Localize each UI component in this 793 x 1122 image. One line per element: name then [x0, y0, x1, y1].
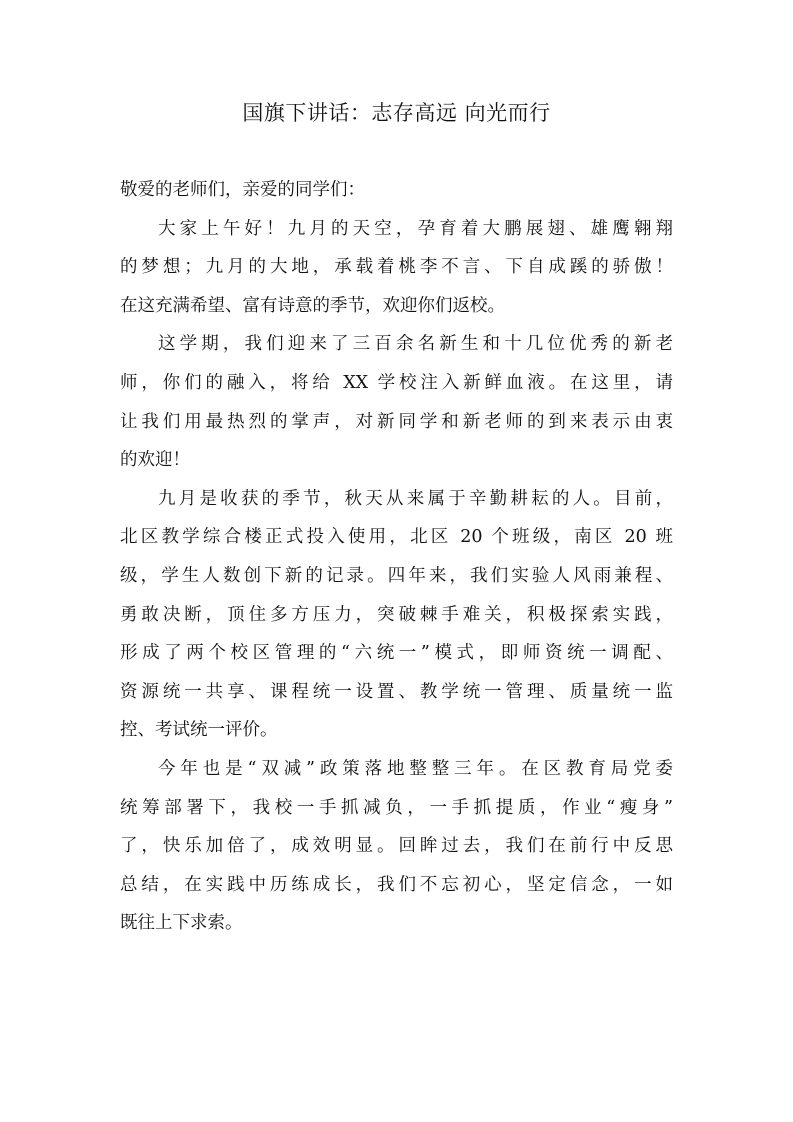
paragraph-line: 这学期，我们迎来了三百余名新生和十几位优秀的新老: [158, 334, 673, 355]
paragraph-line: 九月是收获的季节，秋天从来属于辛勤耕耘的人。目前，: [158, 488, 673, 509]
speech-body: [120, 171, 673, 943]
paragraph-line: 师，你们的融入，将给 XX 学校注入新鲜血液。在这里，请: [120, 372, 673, 393]
paragraph-line: 既往上下求索。: [120, 913, 243, 934]
salutation: 敬爱的老师们，亲爱的同学们：: [120, 180, 365, 200]
paragraph-line: 了，快乐加倍了，成效明显。回眸过去，我们在前行中反思: [120, 836, 673, 857]
paragraph-line: 控、考试统一评价。: [120, 720, 278, 741]
paragraph-line: 勇敢决断，顶住多方压力，突破棘手难关，积极探索实践，: [120, 604, 673, 625]
paragraph-line: 资源统一共享、课程统一设置、教学统一管理、质量统一监: [120, 681, 673, 702]
paragraph-line: 北区教学综合楼正式投入使用，北区 20 个班级，南区 20 班: [120, 527, 673, 548]
paragraph-4: [120, 750, 673, 943]
paragraph-line: 让我们用最热烈的掌声，对新同学和新老师的到来表示由衷: [120, 411, 673, 432]
paragraph-2: [120, 325, 673, 479]
paragraph-line: 的欢迎！: [120, 450, 190, 471]
paragraph-1: [120, 210, 673, 326]
document-title: 国旗下讲话：志存高远 向光而行: [242, 101, 551, 125]
paragraph-line: 今年也是“双减”政策落地整整三年。在区教育局党委: [158, 758, 673, 779]
paragraph-line: 级，学生人数创下新的记录。四年来，我们实验人风雨兼程、: [120, 565, 673, 586]
paragraph-line: 的梦想；九月的大地，承载着桃李不言、下自成蹊的骄傲！: [120, 257, 673, 278]
paragraph-3: [120, 480, 673, 750]
paragraph-line: 在这充满希望、富有诗意的季节，欢迎你们返校。: [120, 295, 505, 316]
paragraph-line: 大家上午好！九月的天空，孕育着大鹏展翅、雄鹰翱翔: [158, 218, 673, 239]
paragraph-line: 总结，在实践中历练成长，我们不忘初心，坚定信念，一如: [120, 874, 673, 895]
paragraph-line: 统筹部署下，我校一手抓减负，一手抓提质，作业“瘦身”: [120, 797, 673, 818]
paragraph-line: 形成了两个校区管理的“六统一”模式，即师资统一调配、: [120, 643, 673, 664]
